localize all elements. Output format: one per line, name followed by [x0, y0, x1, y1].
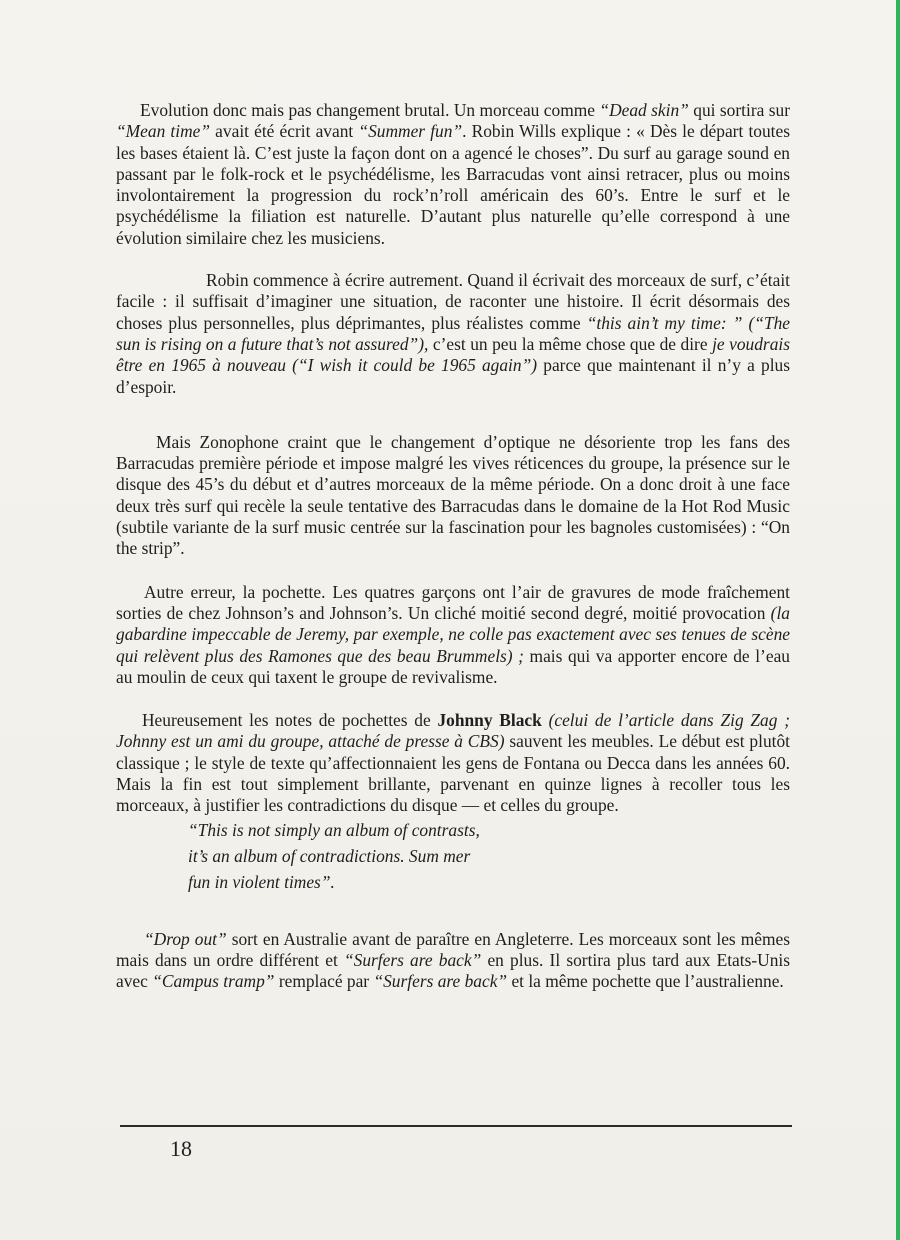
album-title: “Mean time” [116, 121, 211, 142]
aside: (la gabardine impeccable de Jeremy, par exemple, ne colle pas exactement avec ses tenues de scène qui relèvent plus des Ramones que des beau Brummels) ; [116, 602, 790, 666]
text: Mais Zonophone craint que le changement d’optique ne désoriente trop les fans des Barracudas première période et impose malgré les vives réticences du groupe, la présence sur le disque des 45’s du début et d’autres morceaux de la même période. On a donc droit à une face deux très surf qui recèle la seule tentative des Barracudas dans le domaine de la Hot Rod Music (subtile variante de la surf music centrée sur la fascination pour les bagnoles customisées) : “On the strip”. [116, 431, 790, 559]
text: remplacé par [274, 971, 374, 992]
paragraph-3 [116, 432, 790, 560]
quote-line: fun in violent times”. [188, 871, 335, 892]
text: et la même pochette que l’australienne. [507, 971, 784, 992]
paragraph-4 [116, 582, 790, 688]
song-title: “Summer fun” [358, 121, 463, 142]
song-title: “Surfers are back” [373, 971, 508, 992]
album-title: “Drop out” [144, 928, 227, 949]
song-title: “Campus tramp” [152, 971, 275, 992]
footer-rule [120, 1125, 792, 1127]
text: avait été écrit avant [210, 121, 359, 142]
article-body [116, 100, 790, 993]
song-title: “Surfers are back” [343, 949, 482, 970]
text: sauvent les meubles. Le début est plutôt classique ; le style de texte qu’affectionnaient les gens de Fontana ou Decca dans les années 60. Mais la fin est tout simplement brillante, parvenant en quinze lignes à recoller tous les morceaux, à justifier les contradictions du disque — et celles du groupe. [116, 731, 790, 816]
lyric-quote: “this ain’t my time: ” (“The sun is rising on a future that’s not assured”), [116, 312, 790, 354]
text: Autre erreur, la pochette. Les quatres garçons ont l’air de gravures de mode fraîchement sorties de chez Johnson’s and Johnson’s. Un cliché moitié second degré, moitié provocation [116, 581, 790, 623]
page-number: 18 [170, 1136, 192, 1161]
text: Heureusement les notes de pochettes de [142, 710, 438, 731]
text: Evolution donc mais pas changement brutal. Un morceau comme [140, 100, 600, 120]
text: en plus. Il sortira plus tard aux Etats-Unis avec [116, 949, 791, 992]
text: Robin commence à écrire autrement. Quand il écrivait des morceaux de surf, c’était facile : il suffisait d’imaginer une situation, de raconter une histoire. Il écrit désormais des choses plus personnelles, plus déprimantes, plus réalistes comme [116, 270, 790, 333]
paragraph-1 [116, 100, 790, 249]
aside: (celui de l’article dans Zig Zag ; Johnny est un ami du groupe, attaché de presse à CBS) [116, 710, 790, 752]
paragraph-6 [116, 929, 790, 993]
paragraph-5 [116, 710, 790, 816]
song-title: “Dead skin” [599, 100, 689, 120]
author-name: Johnny Black [437, 710, 542, 731]
lyric-quote: je voudrais être en 1965 à nouveau (“I wish it could be 1965 again”) [116, 333, 790, 376]
text: parce que maintenant il n’y a plus d’espoir. [116, 355, 790, 397]
text: c’est un peu la même chose que de dire [428, 333, 713, 354]
text: qui sortira sur [688, 100, 791, 120]
text: sort en Australie avant de paraître en Angleterre. Les morceaux sont les mêmes mais dans un ordre différent et [116, 928, 790, 970]
quote-line: “This is not simply an album of contrasts, [188, 819, 480, 840]
page-edge [896, 0, 900, 1240]
paragraph-2 [116, 270, 790, 398]
text: . Robin Wills explique : « Dès le départ toutes les bases étaient là. C’est juste la façon dont on a agencé le choses”. Du surf au garage sound en passant par le folk-rock et le psychédélisme, les Barracudas vont ainsi retracer, plus ou moins involontairement la progression du rock’n’roll américain des 60’s. Entre le surf et le psychédélisme la filiation est naturelle. D’autant plus naturelle qu’elle correspond à une évolution similaire chez les musiciens. [116, 121, 790, 248]
quote-line: it’s an album of contradictions. Sum mer [188, 845, 471, 866]
liner-notes-quote [188, 817, 790, 895]
text: mais qui va apporter encore de l’eau au moulin de ceux qui taxent le groupe de revivalisme. [116, 645, 790, 687]
